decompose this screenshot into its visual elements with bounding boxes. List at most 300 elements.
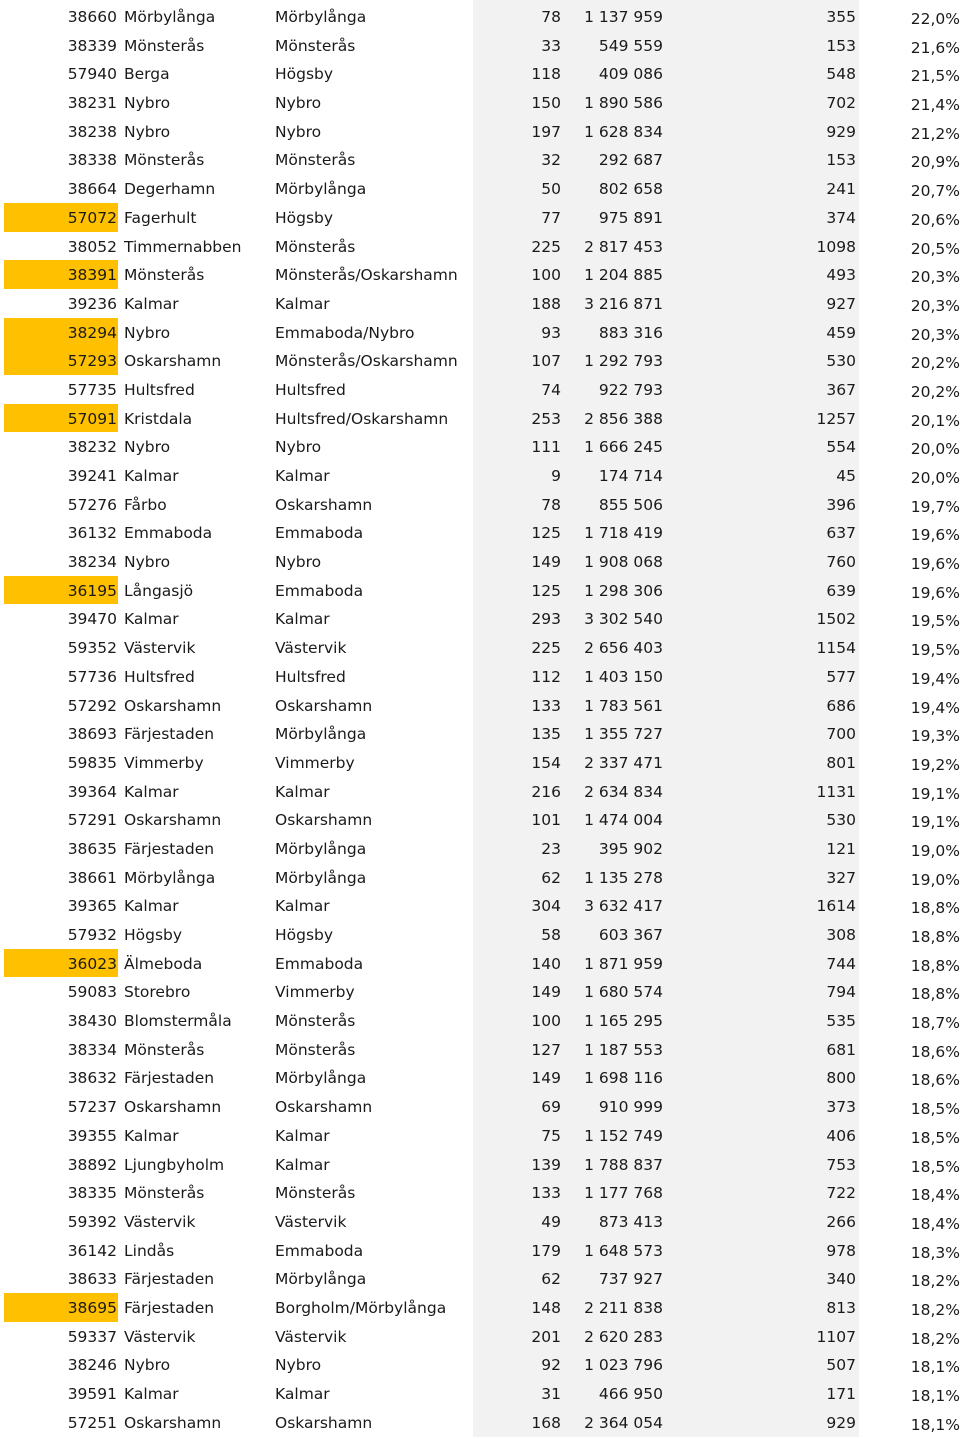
- postcode-cell: 57932: [67, 926, 117, 944]
- table-row: [0, 891, 960, 920]
- percent-cell: 18,8%: [910, 956, 960, 975]
- amount-cell: 975 891: [598, 208, 663, 227]
- postcode-cell: 38430: [67, 1012, 117, 1031]
- municipality-cell: Oskarshamn: [275, 696, 373, 715]
- table-row: [0, 59, 960, 88]
- municipality-cell: Mörbylånga: [275, 1069, 367, 1088]
- count-cell: 225: [531, 639, 561, 658]
- percent-cell: 19,6%: [910, 583, 960, 602]
- count-cell: 127: [531, 1040, 561, 1059]
- municipality-cell: Mönsterås: [275, 1012, 356, 1031]
- count-cell: 188: [531, 294, 561, 313]
- municipality-cell: Emmaboda: [275, 954, 364, 973]
- amount-cell: 1 628 834: [584, 122, 663, 141]
- locality-cell: Färjestaden: [124, 1270, 215, 1289]
- municipality-cell: Mönsterås: [275, 237, 356, 256]
- total-cell: 794: [826, 983, 856, 1002]
- locality-cell: Västervik: [124, 1327, 196, 1346]
- total-cell: 340: [826, 1270, 856, 1289]
- total-cell: 760: [826, 553, 856, 572]
- table-row: [0, 576, 960, 605]
- postcode-cell: 39470: [67, 610, 117, 629]
- table-row: [0, 1264, 960, 1293]
- municipality-cell: Nybro: [275, 553, 322, 572]
- amount-cell: 1 666 245: [584, 438, 663, 457]
- amount-cell: 1 152 749: [584, 1126, 663, 1145]
- table-row: [0, 1293, 960, 1322]
- total-cell: 121: [826, 839, 856, 858]
- municipality-cell: Mörbylånga: [275, 839, 367, 858]
- municipality-cell: Högsby: [275, 65, 334, 84]
- total-cell: 1131: [816, 782, 856, 801]
- postcode-cell: 57940: [67, 65, 117, 84]
- count-cell: 225: [531, 237, 561, 256]
- amount-cell: 603 367: [598, 926, 663, 944]
- total-cell: 493: [826, 266, 856, 285]
- postcode-cell: 57292: [67, 696, 117, 715]
- postcode-cell: 57293: [67, 352, 117, 371]
- percent-cell: 18,4%: [910, 1214, 960, 1233]
- amount-cell: 2 211 838: [584, 1298, 663, 1317]
- percent-cell: 18,5%: [910, 1157, 960, 1176]
- postcode-cell: 59392: [67, 1212, 117, 1231]
- amount-cell: 1 165 295: [584, 1012, 663, 1031]
- percent-cell: 19,0%: [910, 870, 960, 889]
- percent-cell: 19,1%: [910, 813, 960, 832]
- postcode-cell: 39236: [67, 294, 117, 313]
- amount-cell: 922 793: [598, 380, 663, 399]
- table-row: [0, 404, 960, 433]
- percent-cell: 18,4%: [910, 1186, 960, 1205]
- municipality-cell: Kalmar: [275, 782, 330, 801]
- amount-cell: 910 999: [598, 1098, 663, 1117]
- postcode-cell: 38052: [67, 237, 117, 256]
- municipality-cell: Mönsterås: [275, 36, 356, 55]
- table-row: [0, 289, 960, 318]
- locality-cell: Ljungbyholm: [124, 1155, 225, 1174]
- percent-cell: 20,5%: [910, 239, 960, 258]
- postcode-cell: 38334: [67, 1040, 117, 1059]
- postcode-cell: 57251: [67, 1413, 117, 1432]
- postcode-cell: 38232: [67, 438, 117, 457]
- percent-cell: 18,7%: [910, 1014, 960, 1033]
- municipality-cell: Mönsterås: [275, 151, 356, 170]
- total-cell: 308: [826, 926, 856, 944]
- total-cell: 530: [826, 352, 856, 371]
- percent-cell: 18,5%: [910, 1128, 960, 1147]
- locality-cell: Oskarshamn: [124, 1098, 222, 1117]
- count-cell: 304: [531, 897, 561, 916]
- postcode-cell: 59083: [67, 983, 117, 1002]
- postcode-cell: 57736: [67, 667, 117, 686]
- locality-cell: Västervik: [124, 1212, 196, 1231]
- table-row: [0, 1350, 960, 1379]
- locality-cell: Mönsterås: [124, 266, 205, 285]
- count-cell: 23: [541, 839, 561, 858]
- percent-cell: 19,3%: [910, 727, 960, 746]
- count-cell: 50: [541, 180, 561, 199]
- table-row: [0, 318, 960, 347]
- postcode-cell: 36142: [67, 1241, 117, 1260]
- postcode-cell: 57072: [67, 208, 117, 227]
- count-cell: 33: [541, 36, 561, 55]
- percent-cell: 19,4%: [910, 669, 960, 688]
- table-row: [0, 1006, 960, 1035]
- municipality-cell: Kalmar: [275, 1385, 330, 1403]
- municipality-cell: Hultsfred: [275, 380, 346, 399]
- amount-cell: 2 856 388: [584, 409, 663, 428]
- percent-cell: 18,2%: [910, 1272, 960, 1291]
- amount-cell: 1 698 116: [584, 1069, 663, 1088]
- locality-cell: Färjestaden: [124, 1069, 215, 1088]
- table-row: [0, 1408, 960, 1437]
- postcode-cell: 38391: [67, 266, 117, 285]
- table-row: [0, 863, 960, 892]
- postcode-cell: 39364: [67, 782, 117, 801]
- municipality-cell: Oskarshamn: [275, 1413, 373, 1432]
- table-row: [0, 604, 960, 633]
- count-cell: 58: [541, 926, 561, 944]
- total-cell: 355: [826, 8, 856, 26]
- count-cell: 62: [541, 1270, 561, 1289]
- municipality-cell: Mönsterås: [275, 1184, 356, 1203]
- amount-cell: 2 337 471: [584, 753, 663, 772]
- total-cell: 535: [826, 1012, 856, 1031]
- amount-cell: 3 216 871: [584, 294, 663, 313]
- amount-cell: 737 927: [598, 1270, 663, 1289]
- count-cell: 197: [531, 122, 561, 141]
- count-cell: 112: [531, 667, 561, 686]
- count-cell: 92: [541, 1356, 561, 1375]
- postcode-cell: 38238: [67, 122, 117, 141]
- total-cell: 406: [826, 1126, 856, 1145]
- total-cell: 927: [826, 294, 856, 313]
- locality-cell: Oskarshamn: [124, 811, 222, 830]
- postcode-cell: 36023: [67, 954, 117, 973]
- count-cell: 201: [531, 1327, 561, 1346]
- municipality-cell: Högsby: [275, 208, 334, 227]
- percent-cell: 20,7%: [910, 182, 960, 201]
- municipality-cell: Nybro: [275, 438, 322, 457]
- table-row: [0, 777, 960, 806]
- amount-cell: 1 648 573: [584, 1241, 663, 1260]
- total-cell: 1502: [816, 610, 856, 629]
- municipality-cell: Emmaboda/Nybro: [275, 323, 415, 342]
- municipality-cell: Vimmerby: [275, 753, 355, 772]
- municipality-cell: Mörbylånga: [275, 180, 367, 199]
- postcode-cell: 57237: [67, 1098, 117, 1117]
- count-cell: 253: [531, 409, 561, 428]
- percent-cell: 22,0%: [910, 10, 960, 28]
- locality-cell: Blomstermåla: [124, 1012, 232, 1031]
- total-cell: 722: [826, 1184, 856, 1203]
- locality-cell: Oskarshamn: [124, 1413, 222, 1432]
- amount-cell: 174 714: [598, 467, 663, 485]
- percent-cell: 19,0%: [910, 841, 960, 860]
- table-row: [0, 117, 960, 146]
- count-cell: 77: [541, 208, 561, 227]
- locality-cell: Färjestaden: [124, 1298, 215, 1317]
- total-cell: 813: [826, 1298, 856, 1317]
- count-cell: 111: [531, 438, 561, 457]
- locality-cell: Kalmar: [124, 897, 179, 916]
- postcode-cell: 38335: [67, 1184, 117, 1203]
- percent-cell: 19,5%: [910, 641, 960, 660]
- total-cell: 929: [826, 1413, 856, 1432]
- municipality-cell: Oskarshamn: [275, 811, 373, 830]
- percent-cell: 18,1%: [910, 1358, 960, 1377]
- percent-cell: 20,3%: [910, 296, 960, 315]
- municipality-cell: Mönsterås: [275, 1040, 356, 1059]
- data-table: [0, 2, 960, 1436]
- locality-cell: Nybro: [124, 553, 171, 572]
- percent-cell: 18,8%: [910, 899, 960, 918]
- table-row: [0, 662, 960, 691]
- total-cell: 554: [826, 438, 856, 457]
- percent-cell: 20,9%: [910, 153, 960, 172]
- amount-cell: 549 559: [598, 36, 663, 55]
- postcode-cell: 38660: [67, 8, 117, 26]
- locality-cell: Hultsfred: [124, 380, 195, 399]
- amount-cell: 3 302 540: [584, 610, 663, 629]
- table-row: [0, 432, 960, 461]
- municipality-cell: Mönsterås/Oskarshamn: [275, 266, 458, 285]
- locality-cell: Långasjö: [124, 581, 194, 600]
- municipality-cell: Mörbylånga: [275, 8, 367, 26]
- total-cell: 548: [826, 65, 856, 84]
- locality-cell: Oskarshamn: [124, 696, 222, 715]
- municipality-cell: Kalmar: [275, 467, 330, 485]
- count-cell: 148: [531, 1298, 561, 1317]
- total-cell: 744: [826, 954, 856, 973]
- amount-cell: 1 177 768: [584, 1184, 663, 1203]
- count-cell: 78: [541, 8, 561, 26]
- percent-cell: 19,5%: [910, 612, 960, 631]
- count-cell: 93: [541, 323, 561, 342]
- amount-cell: 1 355 727: [584, 725, 663, 744]
- count-cell: 78: [541, 495, 561, 514]
- postcode-cell: 36132: [67, 524, 117, 543]
- amount-cell: 1 298 306: [584, 581, 663, 600]
- percent-cell: 18,3%: [910, 1243, 960, 1262]
- postcode-cell: 59352: [67, 639, 117, 658]
- amount-cell: 2 817 453: [584, 237, 663, 256]
- locality-cell: Emmaboda: [124, 524, 213, 543]
- locality-cell: Färjestaden: [124, 839, 215, 858]
- municipality-cell: Kalmar: [275, 610, 330, 629]
- table-row: [0, 547, 960, 576]
- postcode-cell: 38664: [67, 180, 117, 199]
- count-cell: 168: [531, 1413, 561, 1432]
- table-row: [0, 461, 960, 490]
- municipality-cell: Emmaboda: [275, 1241, 364, 1260]
- table-row: [0, 1035, 960, 1064]
- municipality-cell: Nybro: [275, 1356, 322, 1375]
- total-cell: 327: [826, 868, 856, 887]
- table-row: [0, 145, 960, 174]
- postcode-cell: 39365: [67, 897, 117, 916]
- total-cell: 1107: [816, 1327, 856, 1346]
- locality-cell: Berga: [124, 65, 170, 84]
- locality-cell: Högsby: [124, 926, 183, 944]
- total-cell: 1098: [816, 237, 856, 256]
- count-cell: 179: [531, 1241, 561, 1260]
- locality-cell: Fagerhult: [124, 208, 197, 227]
- percent-cell: 20,2%: [910, 354, 960, 373]
- municipality-cell: Västervik: [275, 639, 347, 658]
- total-cell: 637: [826, 524, 856, 543]
- table-row: [0, 518, 960, 547]
- locality-cell: Hultsfred: [124, 667, 195, 686]
- amount-cell: 1 680 574: [584, 983, 663, 1002]
- table-row: [0, 1150, 960, 1179]
- amount-cell: 1 137 959: [584, 8, 663, 26]
- postcode-cell: 38234: [67, 553, 117, 572]
- total-cell: 530: [826, 811, 856, 830]
- amount-cell: 1 187 553: [584, 1040, 663, 1059]
- total-cell: 507: [826, 1356, 856, 1375]
- locality-cell: Kalmar: [124, 1385, 179, 1403]
- table-row: [0, 1063, 960, 1092]
- table-row: [0, 920, 960, 949]
- total-cell: 374: [826, 208, 856, 227]
- count-cell: 133: [531, 696, 561, 715]
- locality-cell: Västervik: [124, 639, 196, 658]
- percent-cell: 18,1%: [910, 1415, 960, 1434]
- table-row: [0, 1379, 960, 1408]
- table-row: [0, 2, 960, 31]
- table-row: [0, 490, 960, 519]
- percent-cell: 21,5%: [910, 67, 960, 86]
- total-cell: 241: [826, 180, 856, 199]
- count-cell: 107: [531, 352, 561, 371]
- locality-cell: Kristdala: [124, 409, 193, 428]
- locality-cell: Storebro: [124, 983, 191, 1002]
- total-cell: 700: [826, 725, 856, 744]
- table-row: [0, 805, 960, 834]
- locality-cell: Timmernabben: [124, 237, 242, 256]
- municipality-cell: Kalmar: [275, 294, 330, 313]
- table-row: [0, 232, 960, 261]
- postcode-cell: 39591: [67, 1385, 117, 1403]
- percent-cell: 20,3%: [910, 325, 960, 344]
- municipality-cell: Högsby: [275, 926, 334, 944]
- locality-cell: Färjestaden: [124, 725, 215, 744]
- amount-cell: 1 204 885: [584, 266, 663, 285]
- postcode-cell: 59835: [67, 753, 117, 772]
- percent-cell: 20,0%: [910, 440, 960, 459]
- municipality-cell: Borgholm/Mörbylånga: [275, 1298, 447, 1317]
- municipality-cell: Mörbylånga: [275, 868, 367, 887]
- municipality-cell: Vimmerby: [275, 983, 355, 1002]
- total-cell: 396: [826, 495, 856, 514]
- locality-cell: Nybro: [124, 323, 171, 342]
- locality-cell: Kalmar: [124, 782, 179, 801]
- total-cell: 929: [826, 122, 856, 141]
- percent-cell: 18,1%: [910, 1387, 960, 1405]
- percent-cell: 18,2%: [910, 1300, 960, 1319]
- percent-cell: 19,1%: [910, 784, 960, 803]
- amount-cell: 1 135 278: [584, 868, 663, 887]
- table-row: [0, 977, 960, 1006]
- count-cell: 100: [531, 266, 561, 285]
- postcode-cell: 57291: [67, 811, 117, 830]
- table-row: [0, 834, 960, 863]
- total-cell: 45: [836, 467, 856, 485]
- total-cell: 367: [826, 380, 856, 399]
- municipality-cell: Mörbylånga: [275, 1270, 367, 1289]
- percent-cell: 19,6%: [910, 526, 960, 545]
- total-cell: 639: [826, 581, 856, 600]
- percent-cell: 20,1%: [910, 411, 960, 430]
- amount-cell: 2 364 054: [584, 1413, 663, 1432]
- table-row: [0, 203, 960, 232]
- count-cell: 125: [531, 581, 561, 600]
- total-cell: 681: [826, 1040, 856, 1059]
- amount-cell: 3 632 417: [584, 897, 663, 916]
- count-cell: 149: [531, 1069, 561, 1088]
- postcode-cell: 59337: [67, 1327, 117, 1346]
- table-row: [0, 1092, 960, 1121]
- count-cell: 216: [531, 782, 561, 801]
- municipality-cell: Mönsterås/Oskarshamn: [275, 352, 458, 371]
- percent-cell: 18,8%: [910, 985, 960, 1004]
- total-cell: 373: [826, 1098, 856, 1117]
- postcode-cell: 39355: [67, 1126, 117, 1145]
- percent-cell: 18,8%: [910, 928, 960, 946]
- amount-cell: 395 902: [598, 839, 663, 858]
- count-cell: 150: [531, 94, 561, 113]
- postcode-cell: 38339: [67, 36, 117, 55]
- locality-cell: Vimmerby: [124, 753, 204, 772]
- amount-cell: 1 292 793: [584, 352, 663, 371]
- locality-cell: Nybro: [124, 438, 171, 457]
- table-row: [0, 1121, 960, 1150]
- postcode-cell: 38635: [67, 839, 117, 858]
- municipality-cell: Hultsfred/Oskarshamn: [275, 409, 449, 428]
- table-row: [0, 88, 960, 117]
- locality-cell: Nybro: [124, 1356, 171, 1375]
- locality-cell: Degerhamn: [124, 180, 216, 199]
- locality-cell: Nybro: [124, 122, 171, 141]
- table-row: [0, 174, 960, 203]
- municipality-cell: Mörbylånga: [275, 725, 367, 744]
- amount-cell: 409 086: [598, 65, 663, 84]
- total-cell: 171: [826, 1385, 856, 1403]
- amount-cell: 1 718 419: [584, 524, 663, 543]
- percent-cell: 18,2%: [910, 1329, 960, 1348]
- count-cell: 140: [531, 954, 561, 973]
- count-cell: 293: [531, 610, 561, 629]
- municipality-cell: Oskarshamn: [275, 1098, 373, 1117]
- percent-cell: 18,6%: [910, 1042, 960, 1061]
- locality-cell: Kalmar: [124, 1126, 179, 1145]
- locality-cell: Kalmar: [124, 467, 179, 485]
- table-row: [0, 719, 960, 748]
- count-cell: 75: [541, 1126, 561, 1145]
- total-cell: 153: [826, 36, 856, 55]
- postcode-cell: 38693: [67, 725, 117, 744]
- count-cell: 32: [541, 151, 561, 170]
- locality-cell: Kalmar: [124, 610, 179, 629]
- postcode-cell: 38892: [67, 1155, 117, 1174]
- count-cell: 133: [531, 1184, 561, 1203]
- count-cell: 135: [531, 725, 561, 744]
- locality-cell: Mönsterås: [124, 1040, 205, 1059]
- count-cell: 154: [531, 753, 561, 772]
- postcode-cell: 38695: [67, 1298, 117, 1317]
- count-cell: 49: [541, 1212, 561, 1231]
